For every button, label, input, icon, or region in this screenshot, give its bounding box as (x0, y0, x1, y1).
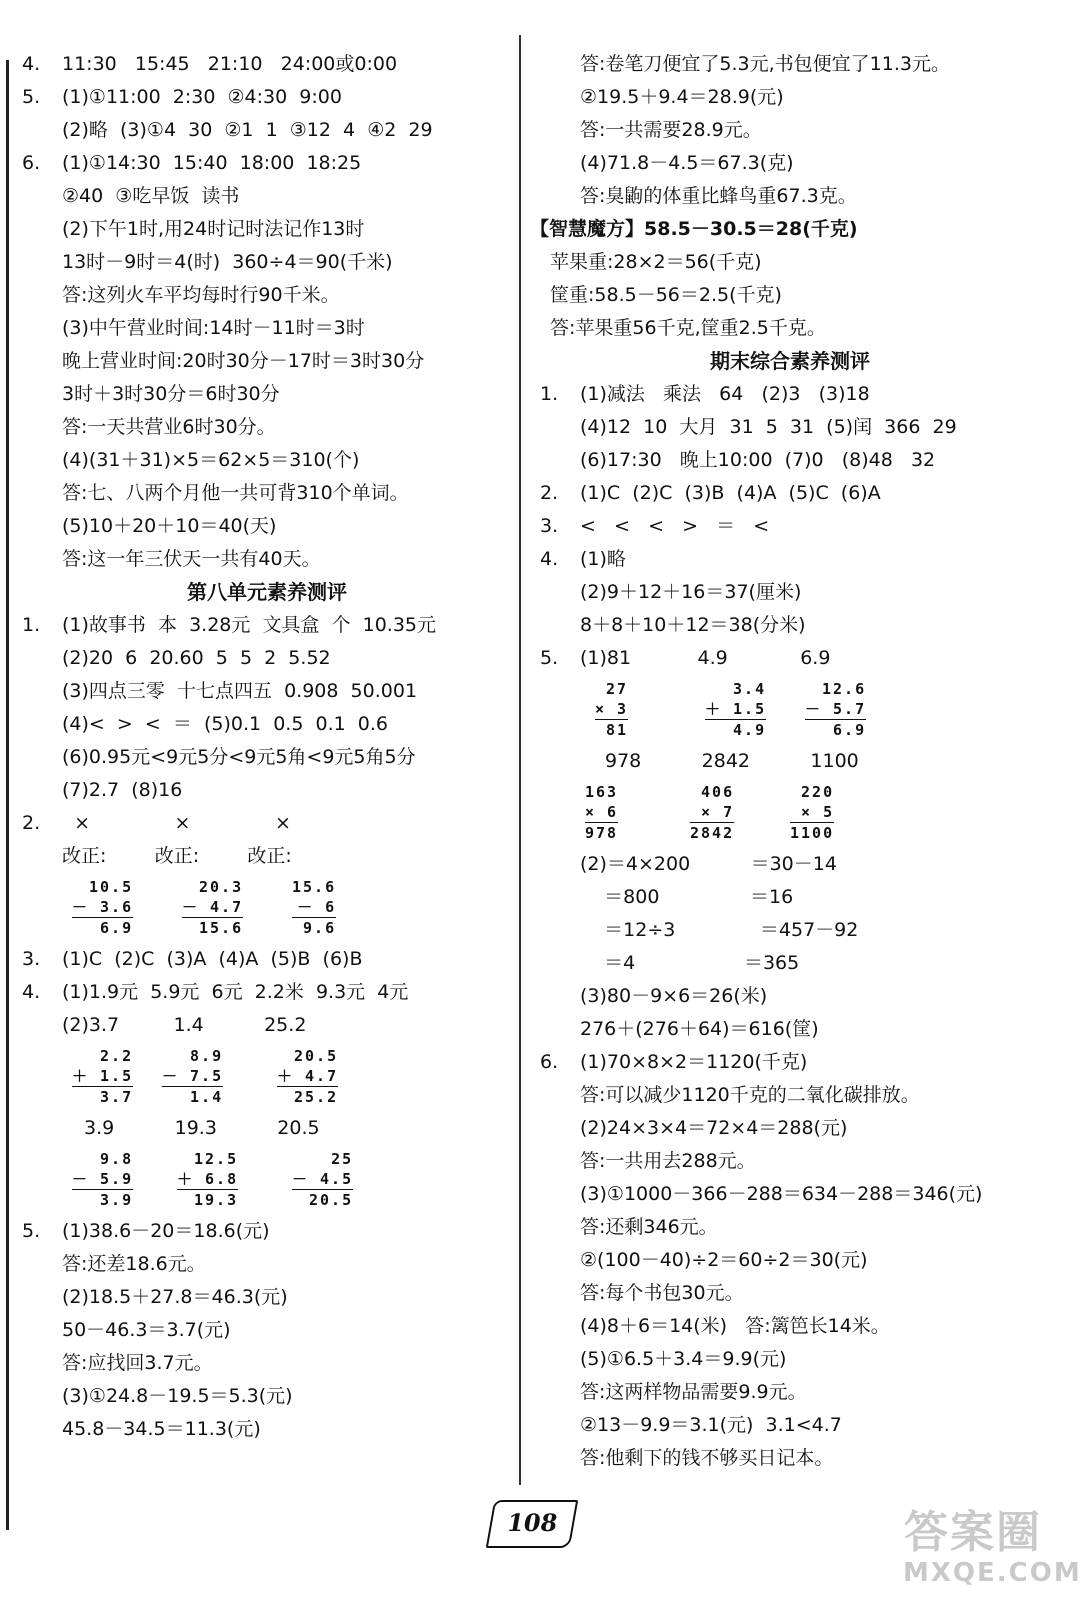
right-column (530, 48, 1040, 1475)
answer-text: (5)10＋20＋10＝40(天) (62, 515, 277, 537)
answer-text: 13时－9时＝4(时) 360÷4＝90(千米) (62, 251, 393, 273)
calc-operand: － 3.6 (72, 898, 134, 916)
answer-text: (3)四点三零 十七点四五 0.908 50.001 (62, 680, 418, 702)
answer-line (22, 444, 512, 477)
calc-operand: 15.6 (292, 878, 337, 896)
answer-line (22, 81, 512, 114)
question-number: 3. (540, 515, 559, 537)
answer-text: (4)(31＋31)×5＝62×5＝310(个) (62, 449, 360, 471)
answer-text: 答:卷笔刀便宜了5.3元,书包便宜了11.3元。 (580, 53, 950, 75)
q4-calcs-b (22, 1145, 512, 1215)
q4-mid-values: 3.9 19.3 20.5 (84, 1117, 320, 1139)
answer-text: 8＋8＋10＋12＝38(分米) (580, 614, 806, 636)
answer-line (540, 1079, 1040, 1112)
answer-line (22, 48, 512, 81)
calc-result: 3.7 (72, 1086, 133, 1107)
vertical-calculation (790, 782, 834, 843)
q4-calcs-a (22, 1042, 512, 1112)
answer-line (22, 345, 512, 378)
answer-line (22, 477, 512, 510)
answer-line (22, 1248, 512, 1281)
wisdom-line: 【智慧魔方】58.5－30.5＝28(千克) (530, 218, 858, 240)
left-lines-c (22, 943, 512, 1042)
answer-text: (2)24×3×4＝72×4＝288(元) (580, 1117, 848, 1139)
calc-operand: 9.8 (100, 1150, 134, 1168)
question-number: 1. (540, 383, 559, 405)
answer-line (540, 378, 1040, 411)
answer-text: (3)中午营业时间:14时－11时＝3时 (62, 317, 365, 339)
question-number: 1. (22, 614, 41, 636)
unit8-title: 第八单元素养测评 (187, 580, 347, 604)
left-lines-d (22, 1215, 512, 1446)
right-lines-b (540, 246, 1040, 345)
calc-operand: － 4.7 (182, 898, 244, 916)
answer-text: (1)70×8×2＝1120(千克) (580, 1051, 808, 1073)
answer-line (22, 147, 512, 180)
calc-operand: ＋ 1.5 (72, 1067, 134, 1085)
answer-text: 276＋(276＋64)＝616(筐) (580, 1018, 819, 1040)
vertical-calculation (690, 782, 734, 843)
answer-line (22, 1413, 512, 1446)
answer-text: 答:这两样物品需要9.9元。 (580, 1381, 807, 1403)
answer-text: 答:七、八两个月他一共可背310个单词。 (62, 482, 409, 504)
answer-text: (1)38.6－20＝18.6(元) (62, 1220, 270, 1242)
answer-line (540, 609, 1040, 642)
calc-operand: ＋ 4.7 (277, 1067, 339, 1085)
q5-calcs-a (540, 675, 1040, 745)
vertical-calculation (585, 782, 618, 843)
answer-text: 3时＋3时30分＝6时30分 (62, 383, 280, 405)
vertical-calculation (162, 1046, 223, 1107)
answer-line (540, 881, 1040, 914)
calc-operand: 10.5 (89, 878, 134, 896)
answer-line (22, 675, 512, 708)
answer-line (540, 576, 1040, 609)
calc-operand: 220 (801, 783, 835, 801)
calc-operand: 2.2 (100, 1047, 134, 1065)
page-number: 108 (486, 1500, 578, 1548)
answer-text: 答:这一年三伏天一共有40天。 (62, 548, 321, 570)
answer-line (22, 840, 512, 873)
answer-text: ②19.5＋9.4＝28.9(元) (580, 86, 784, 108)
watermark-logo: 答案圈 MXQE.COM (903, 1507, 1082, 1588)
calc-operand: 12.6 (822, 680, 867, 698)
answer-line (22, 1314, 512, 1347)
question-number: 3. (22, 948, 41, 970)
answer-text: (1)减法 乘法 64 (2)3 (3)18 (580, 383, 870, 405)
answer-text: (1)故事书 本 3.28元 文具盒 个 10.35元 (62, 614, 437, 636)
calc-operand: 3.4 (733, 680, 767, 698)
calc-operand: 20.5 (294, 1047, 339, 1065)
right-lines-d (540, 848, 1040, 1475)
answer-line (540, 48, 1040, 81)
answer-line (540, 642, 1040, 675)
answer-text: (1)81 4.9 6.9 (580, 647, 831, 669)
calc-operand: 163 (585, 783, 619, 801)
question-number: 4. (540, 548, 559, 570)
answer-text: 45.8－34.5＝11.3(元) (62, 1418, 261, 1440)
answer-text: (2)18.5＋27.8＝46.3(元) (62, 1286, 288, 1308)
answer-line (22, 943, 512, 976)
calc-result: 1100 (790, 824, 835, 842)
calc-operand: 25 (331, 1150, 354, 1168)
calc-result: 978 (585, 824, 619, 842)
answer-text: 答:应找回3.7元。 (62, 1352, 213, 1374)
answer-line (540, 848, 1040, 881)
vertical-calculation (292, 1149, 353, 1210)
right-lines-c (540, 378, 1040, 675)
answer-line (540, 1211, 1040, 1244)
answer-text: ②40 ③吃早饭 读书 (62, 185, 240, 207)
question-number: 2. (22, 812, 41, 834)
answer-line (540, 1046, 1040, 1079)
answer-text: 答:苹果重56千克,筐重2.5千克。 (550, 317, 826, 339)
answer-text: 答:这列火车平均每时行90千米。 (62, 284, 340, 306)
right-lines-a (540, 48, 1040, 213)
answer-line (540, 1277, 1040, 1310)
answer-text: ＝4 ＝365 (580, 952, 800, 974)
calc-operand: × 6 (585, 803, 619, 821)
answer-line (22, 378, 512, 411)
answer-line (540, 147, 1040, 180)
vertical-calculation (595, 679, 628, 740)
answer-text: (2)下午1时,用24时记时法记作13时 (62, 218, 365, 240)
answer-line (22, 741, 512, 774)
answer-line (540, 1145, 1040, 1178)
question-number: 4. (22, 53, 41, 75)
calc-result: 3.9 (72, 1189, 133, 1210)
calc-operand: 20.3 (199, 878, 244, 896)
answer-text: (1)C (2)C (3)A (4)A (5)B (6)B (62, 948, 363, 970)
calc-result: 15.6 (182, 917, 243, 938)
question-number: 6. (22, 152, 41, 174)
answer-line (540, 1310, 1040, 1343)
answer-text: (2)20 6 20.60 5 5 2 5.52 (62, 647, 331, 669)
answer-text: (4)12 10 大月 31 5 31 (5)闰 366 29 (580, 416, 957, 438)
answer-text: 答:臭鼩的体重比蜂鸟重67.3克。 (580, 185, 857, 207)
answer-text: (1)略 (580, 548, 626, 570)
final-title: 期末综合素养测评 (710, 349, 870, 373)
q5-mid-values: 978 2842 1100 (605, 750, 859, 772)
answer-line (540, 1409, 1040, 1442)
answer-line (540, 980, 1040, 1013)
answer-line (22, 246, 512, 279)
answer-line (540, 1013, 1040, 1046)
calc-operand: × 7 (701, 803, 735, 821)
answer-line (22, 1009, 512, 1042)
answer-line (22, 180, 512, 213)
vertical-calculation (277, 1046, 338, 1107)
vertical-calculation (72, 1149, 133, 1210)
answer-text: (1)C (2)C (3)B (4)A (5)C (6)A (580, 482, 881, 504)
answer-text: (1)1.9元 5.9元 6元 2.2米 9.3元 4元 (62, 981, 409, 1003)
calc-result: 20.5 (292, 1189, 353, 1210)
correction-calcs (22, 873, 512, 943)
answer-text: (1)①11:00 2:30 ②4:30 9:00 (62, 86, 342, 108)
answer-text: 改正: 改正: 改正: (62, 845, 292, 867)
calc-operand: 8.9 (190, 1047, 224, 1065)
answer-line (22, 1380, 512, 1413)
answer-line (540, 81, 1040, 114)
answer-line (22, 114, 512, 147)
answer-line (540, 1112, 1040, 1145)
answer-text: ②(100－40)÷2＝60÷2＝30(元) (580, 1249, 868, 1271)
answer-line (22, 543, 512, 576)
left-lines-a (22, 48, 512, 576)
answer-text: (7)2.7 (8)16 (62, 779, 183, 801)
answer-line (22, 1215, 512, 1248)
calc-result: 25.2 (277, 1086, 338, 1107)
calc-operand: 12.5 (194, 1150, 239, 1168)
calc-result: 2842 (690, 824, 735, 842)
answer-line (540, 947, 1040, 980)
answer-text: (4)8＋6＝14(米) 答:篱笆长14米。 (580, 1315, 890, 1337)
answer-text: (2)＝4×200 ＝30－14 (580, 853, 837, 875)
answer-line (540, 279, 1040, 312)
answer-text: 答:一天共营业6时30分。 (62, 416, 276, 438)
answer-line (22, 1347, 512, 1380)
answer-line (22, 642, 512, 675)
answer-text: 答:还差18.6元。 (62, 1253, 206, 1275)
answer-text: 苹果重:28×2＝56(千克) (550, 251, 762, 273)
calc-result: 9.6 (292, 917, 336, 938)
question-number: 2. (540, 482, 559, 504)
answer-text: (3)①1000－366－288＝634－288＝346(元) (580, 1183, 983, 1205)
answer-line (22, 312, 512, 345)
answer-text: (4)< > < ＝ (5)0.1 0.5 0.1 0.6 (62, 713, 389, 735)
calc-operand: 406 (701, 783, 735, 801)
q5-calcs-b (540, 778, 1040, 848)
answer-text: (2)3.7 1.4 25.2 (62, 1014, 307, 1036)
calc-operand: － 7.5 (162, 1067, 224, 1085)
answer-text: 答:一共需要28.9元。 (580, 119, 762, 141)
answer-line (540, 1442, 1040, 1475)
calc-operand: － 5.7 (805, 700, 867, 718)
answer-line (22, 609, 512, 642)
calc-operand: － 4.5 (292, 1170, 354, 1188)
vertical-calculation (292, 877, 336, 938)
answer-line (540, 180, 1040, 213)
calc-operand: × 3 (595, 700, 629, 718)
left-lines-b (22, 609, 512, 873)
question-number: 5. (22, 1220, 41, 1242)
margin-bar (6, 60, 9, 1530)
vertical-calculation (72, 1046, 133, 1107)
answer-line (22, 807, 512, 840)
vertical-calculation (182, 877, 243, 938)
answer-line (540, 914, 1040, 947)
vertical-calculation (805, 679, 866, 740)
calc-operand: ＋ 6.8 (177, 1170, 239, 1188)
answer-text: (3)80－9×6＝26(米) (580, 985, 768, 1007)
calc-result: 1.4 (162, 1086, 223, 1107)
answer-line (540, 411, 1040, 444)
calc-operand: ＋ 1.5 (705, 700, 767, 718)
answer-line (540, 1178, 1040, 1211)
answer-text: 晚上营业时间:20时30分－17时＝3时30分 (62, 350, 425, 372)
answer-line (540, 477, 1040, 510)
answer-line (22, 708, 512, 741)
column-divider (519, 35, 521, 1485)
answer-text: 11:30 15:45 21:10 24:00或0:00 (62, 53, 398, 75)
calc-result: 81 (595, 719, 628, 740)
answer-line (540, 444, 1040, 477)
question-number: 5. (540, 647, 559, 669)
answer-text: 答:他剩下的钱不够买日记本。 (580, 1447, 834, 1469)
question-number: 5. (22, 86, 41, 108)
answer-line (540, 114, 1040, 147)
answer-text: × × × (62, 812, 291, 834)
answer-text: (2)略 (3)①4 30 ②1 1 ③12 4 ④2 29 (62, 119, 433, 141)
answer-line (22, 411, 512, 444)
answer-text: 答:一共用去288元。 (580, 1150, 756, 1172)
vertical-calculation (705, 679, 766, 740)
answer-text: (6)0.95元<9元5分<9元5角<9元5角5分 (62, 746, 416, 768)
answer-text: 答:每个书包30元。 (580, 1282, 744, 1304)
answer-line (540, 1244, 1040, 1277)
calc-result: 19.3 (177, 1189, 238, 1210)
answer-text: 筐重:58.5－56＝2.5(千克) (550, 284, 782, 306)
answer-line (22, 213, 512, 246)
answer-line (540, 1376, 1040, 1409)
calc-operand: － 6 (297, 898, 337, 916)
vertical-calculation (72, 877, 133, 938)
answer-line (22, 1281, 512, 1314)
answer-text: ②13－9.9＝3.1(元) 3.1<4.7 (580, 1414, 842, 1436)
answer-text: < < < > ＝ < (580, 515, 770, 537)
answer-line (22, 976, 512, 1009)
calc-operand: × 5 (801, 803, 835, 821)
answer-line (22, 510, 512, 543)
answer-line (22, 279, 512, 312)
answer-line (22, 774, 512, 807)
answer-text: (1)①14:30 15:40 18:00 18:25 (62, 152, 362, 174)
calc-result: 6.9 (72, 917, 133, 938)
answer-text: (6)17:30 晚上10:00 (7)0 (8)48 32 (580, 449, 936, 471)
answer-text: 答:可以减少1120千克的二氧化碳排放。 (580, 1084, 920, 1106)
answer-text: (2)9＋12＋16＝37(厘米) (580, 581, 802, 603)
left-column (22, 48, 512, 1446)
answer-text: 50－46.3＝3.7(元) (62, 1319, 231, 1341)
calc-result: 6.9 (805, 719, 866, 740)
answer-text: (3)①24.8－19.5＝5.3(元) (62, 1385, 293, 1407)
answer-line (540, 510, 1040, 543)
question-number: 6. (540, 1051, 559, 1073)
answer-text: ＝800 ＝16 (580, 886, 794, 908)
vertical-calculation (177, 1149, 238, 1210)
question-number: 4. (22, 981, 41, 1003)
answer-text: (5)①6.5＋3.4＝9.9(元) (580, 1348, 787, 1370)
answer-text: ＝12÷3 ＝457－92 (580, 919, 859, 941)
answer-text: 答:还剩346元。 (580, 1216, 718, 1238)
answer-line (540, 543, 1040, 576)
calc-operand: 27 (606, 680, 629, 698)
calc-result: 4.9 (705, 719, 766, 740)
answer-line (540, 1343, 1040, 1376)
calc-operand: － 5.9 (72, 1170, 134, 1188)
answer-line (540, 246, 1040, 279)
answer-text: (4)71.8－4.5＝67.3(克) (580, 152, 794, 174)
answer-line (540, 312, 1040, 345)
